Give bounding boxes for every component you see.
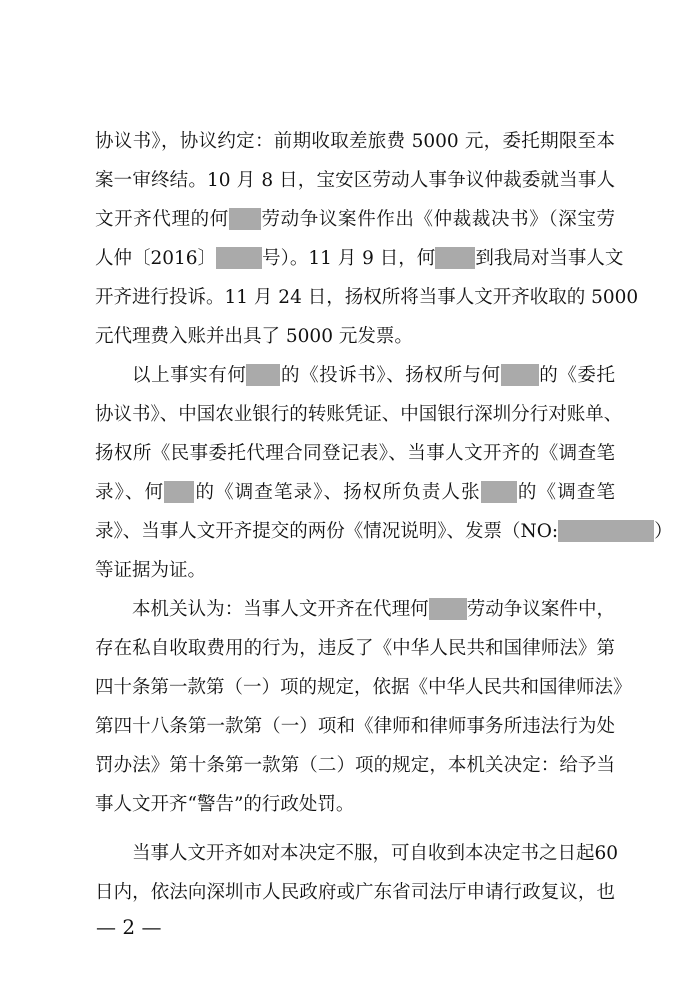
line-text: 的《调查笔录》、扬权所负责人张 [194, 482, 481, 503]
paragraph-line [95, 557, 615, 585]
line-text: 劳动争议案件中， [466, 599, 615, 620]
line-text: 当事人文开齐如对本决定不服，可自收到本决定书之日起60 [132, 843, 619, 864]
line-text: 号）。11 月 9 日，何 [262, 248, 436, 269]
paragraph-line [95, 879, 615, 907]
line-text: 以上事实有何 [132, 365, 247, 386]
line-text: 扬权所《民事委托代理合同登记表》、当事人文开齐的《调查笔 [95, 443, 615, 464]
paragraph-line [95, 713, 615, 741]
line-text: 劳动争议案件作出《仲裁裁决书》（深宝劳 [260, 209, 615, 230]
line-text: 人仲〔2016〕 [95, 248, 217, 269]
line-text: 本机关认为：当事人文开齐在代理何 [132, 599, 429, 620]
paragraph-line [95, 401, 623, 429]
line-text: 录》、何 [95, 482, 165, 503]
redaction-block [164, 481, 194, 503]
redaction-block [429, 598, 467, 620]
paragraph-line [95, 635, 615, 663]
paragraph-line [132, 362, 615, 390]
line-text: 开齐进行投诉。11 月 24 日，扬权所将当事人文开齐收取的 5000 [95, 287, 639, 308]
paragraph-line [95, 479, 615, 507]
line-text: 日内，依法向深圳市人民政府或广东省司法厅申请行政复议，也 [95, 882, 615, 903]
line-text: 等证据为证。 [95, 560, 207, 581]
line-text: 事人文开齐“警告”的行政处罚。 [95, 794, 355, 815]
paragraph-line [95, 167, 615, 195]
line-text: 第四十八条第一款第（一）项和《律师和律师事务所违法行为处 [95, 716, 615, 737]
redaction-block [229, 208, 261, 230]
paragraph-line [95, 440, 615, 468]
line-text: ） [654, 521, 673, 542]
redaction-block [501, 364, 539, 386]
line-text: 的《调查笔 [516, 482, 615, 503]
paragraph-line [95, 284, 639, 312]
redaction-block [558, 520, 654, 542]
redaction-block [216, 247, 262, 269]
paragraph-line [95, 323, 615, 351]
paragraph-line [132, 596, 615, 624]
line-text: 到我局对当事人文 [475, 248, 624, 269]
line-text: 录》、当事人文开齐提交的两份《情况说明》、发票（NO: [95, 521, 559, 542]
redaction-block [246, 364, 280, 386]
paragraph-line [95, 752, 615, 780]
redaction-block [435, 247, 475, 269]
line-text: 的《投诉书》、扬权所与何 [280, 365, 501, 386]
page-number: — 2 — [96, 915, 162, 939]
paragraph-line [95, 674, 632, 702]
line-text: 元代理费入账并出具了 5000 元发票。 [95, 326, 413, 347]
line-text: 文开齐代理的何 [95, 209, 229, 230]
paragraph-line [95, 206, 615, 234]
paragraph-line [95, 245, 624, 273]
line-text: 罚办法》第十条第一款第（二）项的规定，本机关决定：给予当 [95, 755, 615, 776]
redaction-block [481, 481, 517, 503]
paragraph-line [132, 840, 619, 868]
paragraph-line [95, 518, 673, 546]
line-text: 协议书》、中国农业银行的转账凭证、中国银行深圳分行对账单、 [95, 404, 623, 425]
paragraph-line [95, 791, 615, 819]
line-text: 案一审终结。10 月 8 日，宝安区劳动人事争议仲裁委就当事人 [95, 170, 615, 191]
line-text: 的《委托 [538, 365, 615, 386]
paragraph-line [95, 128, 615, 156]
line-text: 存在私自收取费用的行为，违反了《中华人民共和国律师法》第 [95, 638, 615, 659]
line-text: 协议书》，协议约定：前期收取差旅费 5000 元，委托期限至本 [95, 131, 615, 152]
line-text: 四十条第一款第（一）项的规定，依据《中华人民共和国律师法》 [95, 677, 632, 698]
